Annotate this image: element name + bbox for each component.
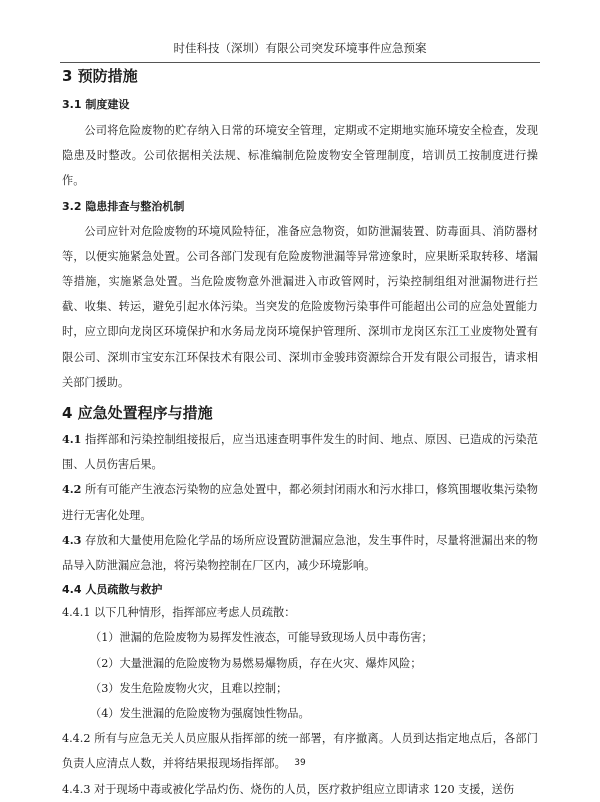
section-3-1-paragraph: 公司将危险废物的贮存纳入日常的环境安全管理，定期或不定期地实施环境安全检查，发现隐患及时整改。公司依据相关法规、标准编制危险废物安全管理制度，培训员工按制度进行操作。: [62, 124, 538, 188]
section-4-1-text: 指挥部和污染控制组接报后，应当迅速查明事件发生的时间、地点、原因、已造成的污染范围、人员伤害后果。: [62, 433, 538, 472]
section-4-3-number: 4.3: [62, 532, 82, 547]
section-3-1-heading: 3.1 制度建设: [62, 98, 130, 111]
section-3-heading: 3 预防措施: [62, 67, 138, 85]
list-item: （2）大量泄漏的危险废物为易燃易爆物质，存在火灾、爆炸风险；: [90, 656, 422, 670]
header-title: 时佳科技（深圳）有限公司突发环境事件应急预案: [173, 41, 427, 55]
section-4-2-number: 4.2: [62, 482, 82, 497]
section-4-4-1-paragraph: 4.4.1 以下几种情形，指挥部应考虑人员疏散：: [62, 606, 296, 620]
page-header: [60, 34, 540, 63]
section-4-2-paragraph: [62, 477, 538, 527]
list-item: （4）发生泄漏的危险废物为强腐蚀性物品。: [90, 707, 310, 721]
list-item: （3）发生危险废物火灾，且难以控制；: [90, 681, 288, 695]
section-4-4-heading: 4.4 人员疏散与救护: [62, 583, 163, 597]
section-4-1-paragraph: [62, 427, 538, 477]
list-item: （1）泄漏的危险废物为易挥发性液态，可能导致现场人员中毒伤害；: [90, 631, 433, 645]
section-4-4-3-paragraph: 4.4.3 对于现场中毒或被化学品灼伤、烧伤的人员，医疗救护组应立即请求 120 支援，送伤: [62, 782, 515, 796]
section-4-1-number: 4.1: [62, 432, 82, 447]
section-4-2-text: 所有可能产生液态污染物的应急处置中，都必须封闭雨水和污水排口，修筑围堰收集污染物进行无害化处理。: [62, 483, 538, 522]
section-4-4-2-paragraph: 4.4.2 所有与应急无关人员应服从指挥部的统一部署，有序撤离。人员到达指定地点后，各部门负责人应清点人数，并将结果报现场指挥部。: [62, 732, 538, 771]
page-number: 39: [294, 758, 306, 768]
section-4-heading: 4 应急处置程序与措施: [62, 404, 213, 423]
section-4-3-paragraph: [62, 528, 538, 578]
page-footer: [0, 758, 600, 768]
section-3-2-paragraph: 公司应针对危险废物的环境风险特征，准备应急物资，如防泄漏装置、防毒面具、消防器材等，以便实施紧急处置。公司各部门发现有危险废物泄漏等异常迹象时，应果断采取转移、堵漏等措施，实施紧急处置。当危险废物意外泄漏进入市政管网时，污染控制组组对泄漏物进行拦截、收集、转运，避免引起水体污染。当突发的危险废物污染事件可能超出公司的应急处置能力时，应立即向龙岗区环境保护和水务局龙岗环境保护管理所、深圳市龙岗区东江工业废物处置有限公司、深圳市宝安东江环保技术有限公司、深圳市金骏玮资源综合开发有限公司报告，请求相关部门援助。: [62, 224, 538, 389]
section-4-3-text: 存放和大量使用危险化学品的场所应设置防泄漏应急池，发生事件时，尽量将泄漏出来的物品导入防泄漏应急池，将污染物控制在厂区内，减少环境影响。: [62, 533, 538, 573]
document-body: [62, 62, 538, 802]
section-3-2-heading: 3.2 隐患排查与整治机制: [62, 199, 185, 213]
